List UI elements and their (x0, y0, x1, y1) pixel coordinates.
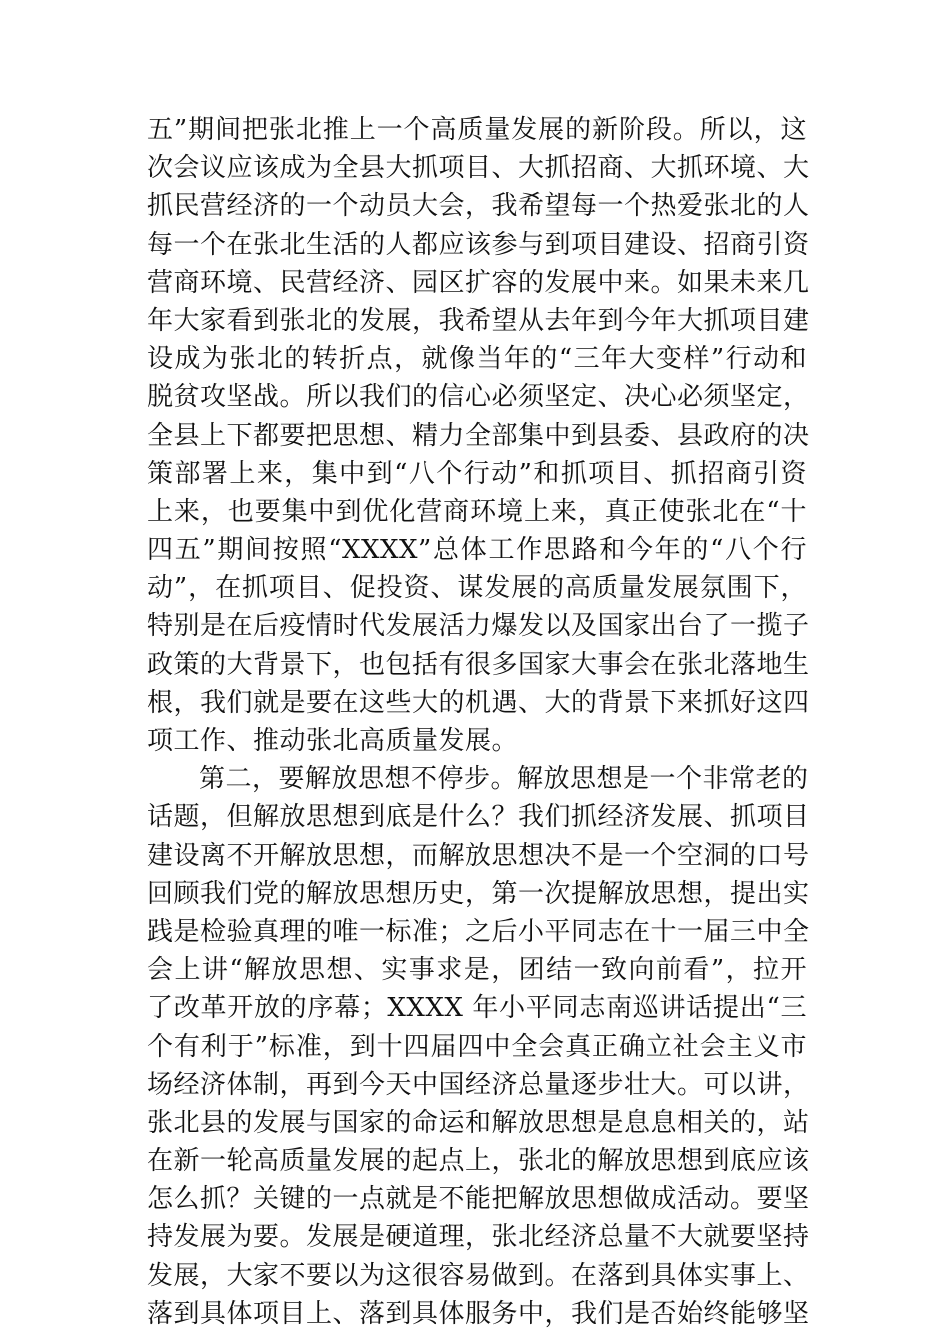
text-line: 践是检验真理的唯一标准；之后小平同志在十一届三中全 (147, 916, 810, 947)
text-line: 策部署上来，集中到“八个行动”和抓项目、抓招商引资 (147, 458, 807, 489)
text-line: 会上讲“解放思想、实事求是，团结一致向前看”，拉开 (147, 955, 807, 986)
text-line: 特别是在后疫情时代发展活力爆发以及国家出台了一揽子 (147, 611, 810, 642)
text-line: 政策的大背景下，也包括有很多国家大事会在张北落地生 (147, 649, 810, 680)
text-line: 场经济体制，再到今天中国经济总量逐步壮大。可以讲， (147, 1069, 810, 1100)
paragraph-start-line: 第二，要解放思想不停步。解放思想是一个非常老的 (199, 764, 809, 795)
text-line: 落到具体项目上、落到具体服务中，我们是否始终能够坚 (147, 1298, 810, 1329)
text-line: 营商环境、民营经济、园区扩容的发展中来。如果未来几 (147, 267, 810, 298)
text-line: 次会议应该成为全县大抓项目、大抓招商、大抓环境、大 (147, 153, 810, 184)
text-line: 上来，也要集中到优化营商环境上来，真正使张北在“十 (147, 496, 807, 527)
paragraph-end-line: 项工作、推动张北高质量发展。 (147, 726, 519, 756)
text-line: 五”期间把张北推上一个高质量发展的新阶段。所以，这 (147, 115, 807, 145)
text-line: 年大家看到张北的发展，我希望从去年到今年大抓项目建 (147, 305, 810, 336)
text-line: 设成为张北的转折点，就像当年的“三年大变样”行动和 (147, 344, 807, 375)
text-line: 四五”期间按照“XXXX”总体工作思路和今年的“八个行 (147, 535, 807, 566)
text-line: 发展，大家不要以为这很容易做到。在落到具体实事上、 (147, 1260, 810, 1291)
text-line: 动”，在抓项目、促投资、谋发展的高质量发展氛围下， (147, 573, 807, 604)
text-line: 每一个在张北生活的人都应该参与到项目建设、招商引资 (147, 229, 810, 260)
text-line: 在新一轮高质量发展的起点上，张北的解放思想到底应该 (147, 1146, 810, 1177)
body-text (147, 111, 810, 1333)
text-line: 脱贫攻坚战。所以我们的信心必须坚定、决心必须坚定， (147, 382, 810, 413)
text-line: 全县上下都要把思想、精力全部集中到县委、县政府的决 (147, 420, 810, 451)
text-line: 张北县的发展与国家的命运和解放思想是息息相关的，站 (147, 1107, 810, 1138)
text-line: 回顾我们党的解放思想历史，第一次提解放思想，提出实 (147, 878, 810, 909)
text-line: 抓民营经济的一个动员大会，我希望每一个热爱张北的人 (147, 191, 810, 222)
text-line: 个有利于”标准，到十四届四中全会真正确立社会主义市 (147, 1031, 807, 1062)
text-line: 建设离不开解放思想，而解放思想决不是一个空洞的口号 (147, 840, 810, 871)
text-line: 怎么抓？关键的一点就是不能把解放思想做成活动。要坚 (147, 1184, 810, 1215)
text-line: 了改革开放的序幕；XXXX 年小平同志南巡讲话提出“三 (147, 993, 807, 1024)
text-line: 话题，但解放思想到底是什么？我们抓经济发展、抓项目 (147, 802, 810, 833)
text-line: 根，我们就是要在这些大的机遇、大的背景下来抓好这四 (147, 687, 810, 718)
text-line: 持发展为要。发展是硬道理，张北经济总量不大就要坚持 (147, 1222, 810, 1253)
